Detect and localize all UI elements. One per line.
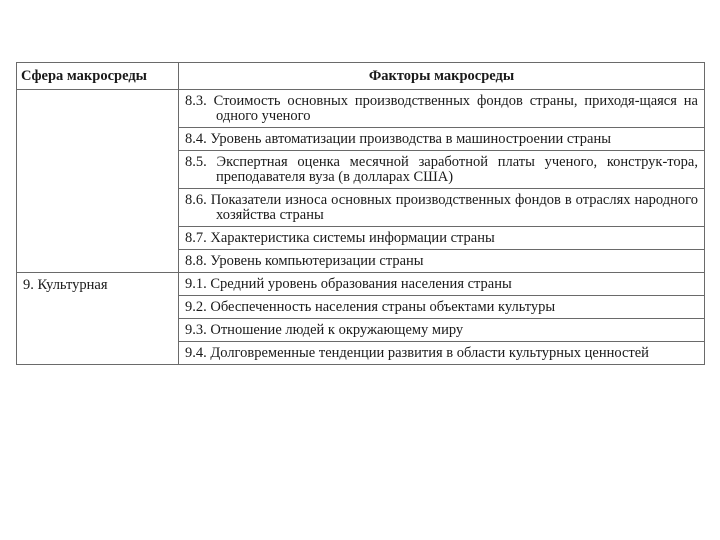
- factor-text: 9.4. Долговременные тенденции развития в области культурных ценностей: [185, 345, 649, 361]
- column-header-sphere: Сфера макросреды: [17, 63, 179, 90]
- factor-text: 8.8. Уровень компьютеризации страны: [185, 253, 424, 269]
- macro-environment-table-container: [16, 62, 704, 365]
- factor-cell: [179, 319, 705, 342]
- table-row: [17, 273, 705, 296]
- factor-text: 8.7. Характеристика системы информации страны: [185, 230, 495, 246]
- sphere-cell: [17, 90, 179, 273]
- factor-text: 9.2. Обеспеченность населения страны объектами культуры: [185, 299, 556, 315]
- column-header-factors: Факторы макросреды: [179, 63, 705, 90]
- factor-text: 8.6. Показатели износа основных производственных фондов в отраслях народного хозяйства страны: [185, 192, 698, 223]
- factor-cell: [179, 151, 705, 189]
- factor-cell: [179, 296, 705, 319]
- factor-cell: [179, 189, 705, 227]
- factor-text: 8.4. Уровень автоматизации производства в машиностроении страны: [185, 131, 611, 147]
- factor-text: 9.1. Средний уровень образования населения страны: [185, 276, 512, 292]
- factor-cell: [179, 227, 705, 250]
- table-header-row: [17, 63, 705, 90]
- factor-cell: [179, 90, 705, 128]
- table-row: [17, 90, 705, 128]
- factor-text: 9.3. Отношение людей к окружающему миру: [185, 322, 464, 338]
- factor-cell: [179, 342, 705, 365]
- factor-cell: [179, 273, 705, 296]
- macro-environment-table: [16, 62, 705, 365]
- factor-cell: [179, 250, 705, 273]
- factor-text: 8.3. Стоимость основных производственных фондов страны, приходя-щаяся на одного ученого: [185, 93, 698, 124]
- factor-cell: [179, 128, 705, 151]
- factor-text: 8.5. Экспертная оценка месячной заработной платы ученого, конструк-тора, преподавателя вуза (в долларах США): [185, 154, 698, 185]
- sphere-cell: 9. Культурная: [17, 273, 179, 365]
